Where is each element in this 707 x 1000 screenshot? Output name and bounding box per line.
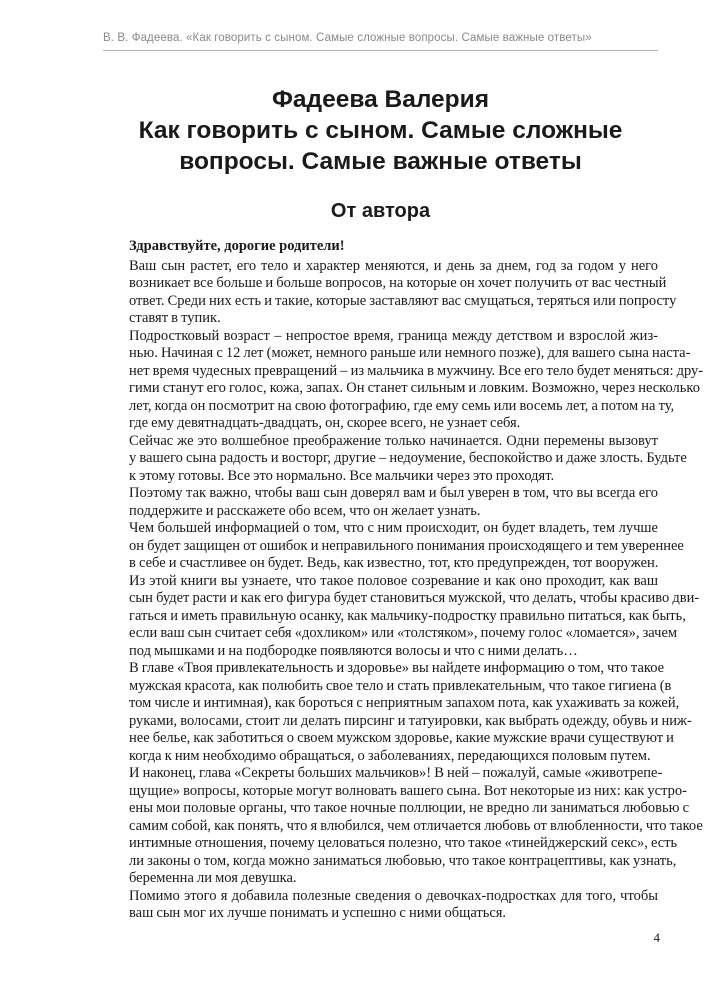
page-number: 4: [653, 930, 660, 945]
book-title: [103, 84, 658, 177]
header-divider: [103, 50, 658, 51]
paragraph: [103, 485, 658, 520]
paragraph: [103, 327, 704, 433]
text-line: он будет защищен от ошибок и неправильного понимания происходящего и тем увереннее: [129, 537, 684, 554]
text-line: самим собой, как понять, что я влюбился, чем отличается любовь от влюбленности, что такое: [129, 817, 703, 834]
paragraph: [103, 257, 677, 328]
title-line-2: вопросы. Самые важные ответы: [179, 148, 582, 175]
text-line: лет, когда он посмотрит на свою фотографию, где ему семь или восемь лет, а потом на ту,: [129, 397, 675, 414]
text-line: ены мои половые органы, что такое ночные поллюции, не вредно ли заниматься любовью с: [129, 800, 690, 816]
text-line: нет время чудесных превращений – из мальчика в мужчину. Все его тело будет меняться: дру-: [129, 362, 704, 379]
text-line: ваш сын мог их лучше понимать и успешно с ними общаться.: [129, 905, 507, 921]
text-line: в себе и счастливее он будет. Ведь, как известно, тот, кто предупрежден, тот вооружен.: [129, 555, 659, 571]
running-header: В. В. Фадеева. «Как говорить с сыном. Самые сложные вопросы. Самые важные ответы»: [103, 32, 592, 44]
text-line: ли законы о том, когда можно заниматься любовью, что такое контрацептивы, как узнать,: [129, 852, 677, 869]
text-line: гаться и иметь правильную осанку, как мальчику-подростку правильно питаться, как быть,: [129, 607, 686, 624]
text-line: руками, волосами, стоит ли делать пирсинг и татуировки, как выбрать одежду, обувь и ниж-: [129, 712, 692, 729]
title-author: Фадеева Валерия: [271, 86, 490, 113]
text-line: Чем большей информацией о том, что с ним происходит, он будет владеть, тем лучше: [129, 520, 658, 536]
text-line: Поэтому так важно, чтобы ваш сын доверял вам и был уверен в том, что вы всегда его: [129, 485, 658, 501]
text-line: нее белье, как заботиться о своем мужском здоровье, какие мужские врачи существуют и: [129, 730, 674, 746]
text-line: под мышками и на подбородке появляются волосы и что с ними делать…: [129, 642, 578, 659]
title-line-1: Как говорить с сыном. Самые сложные: [138, 117, 623, 144]
text-line: интимные отношения, почему целоваться полезно, что такое «тинейджерский секс», есть: [129, 835, 678, 851]
text-line: Подростковый возраст – непростое время, граница между детством и взрослой жиз-: [129, 327, 658, 344]
text-line: где ему девятнадцать-двадцать, он, скорее всего, не узнает себя.: [129, 415, 521, 431]
paragraph: [103, 520, 684, 573]
text-line: И наконец, глава «Секреты больших мальчиков»! В ней – пожалуй, самые «животрепе-: [129, 765, 663, 781]
text-line: Помимо этого я добавила полезные сведения о девочках-подростках для того, чтобы: [129, 887, 658, 904]
text-line: Сейчас же это волшебное преображение только начинается. Одни перемены вызовут: [129, 432, 658, 449]
text-line: у вашего сына радость и восторг, другие – недоумение, беспокойство и даже злость. Будьте: [129, 450, 687, 466]
text-line: ответ. Среди них есть и такие, которые заставляют вас смущаться, теряться или попросту: [129, 292, 677, 309]
paragraph: [103, 572, 700, 661]
text-line: поддержите и расскажете обо всем, что он желает узнать.: [129, 502, 481, 519]
section-heading: От автора: [330, 200, 431, 222]
text-line: к этому готовы. Все это нормально. Все мальчики через это проходят.: [129, 467, 555, 484]
text-line: сын будет расти и как его фигура будет становиться мужской, что делать, чтобы красиво дви-: [129, 590, 700, 606]
body-text: [103, 238, 704, 923]
paragraph: [103, 660, 692, 765]
text-line: возникает все больше и больше вопросов, на которые он хочет получить от вас честный: [129, 275, 667, 291]
text-line: том числе и интимная), как бороться с неприятным запахом пота, как ухаживать за кожей,: [129, 695, 680, 711]
text-line: беременна ли моя девушка.: [129, 870, 297, 886]
text-line: нью. Начиная с 12 лет (может, немного раньше или немного позже), для вашего сына наста-: [129, 345, 691, 361]
text-line: Из этой книги вы узнаете, что такое половое созревание и как оно проходит, как ваш: [129, 572, 658, 589]
text-line: если ваш сын считает себя «дохликом» или «толстяком», почему голос «ломается», зачем: [129, 625, 678, 641]
text-line: мужская красота, как полюбить свое тело и стать привлекательным, что такое гигиена (в: [129, 677, 672, 694]
text-line: ставят в тупик.: [129, 310, 221, 326]
text-line: Ваш сын растет, его тело и характер меняются, и день за днем, год за годом у него: [129, 257, 658, 274]
greeting: Здравствуйте, дорогие родители!: [129, 238, 345, 254]
text-line: гими станут его голос, кожа, запах. Он станет сильным и ловким. Возможно, через несколько: [129, 380, 700, 396]
text-line: В главе «Твоя привлекательность и здоровье» вы найдете информацию о том, что такое: [129, 660, 665, 676]
paragraph: [103, 432, 687, 486]
paragraph: [103, 888, 658, 923]
paragraph: [103, 765, 703, 888]
text-line: когда к ним необходимо обращаться, о заболеваниях, передающихся половым путем.: [129, 747, 651, 764]
text-line: щущие» вопросы, которые могут волновать вашего сына. Вот некоторые из них: как устро-: [129, 782, 687, 799]
